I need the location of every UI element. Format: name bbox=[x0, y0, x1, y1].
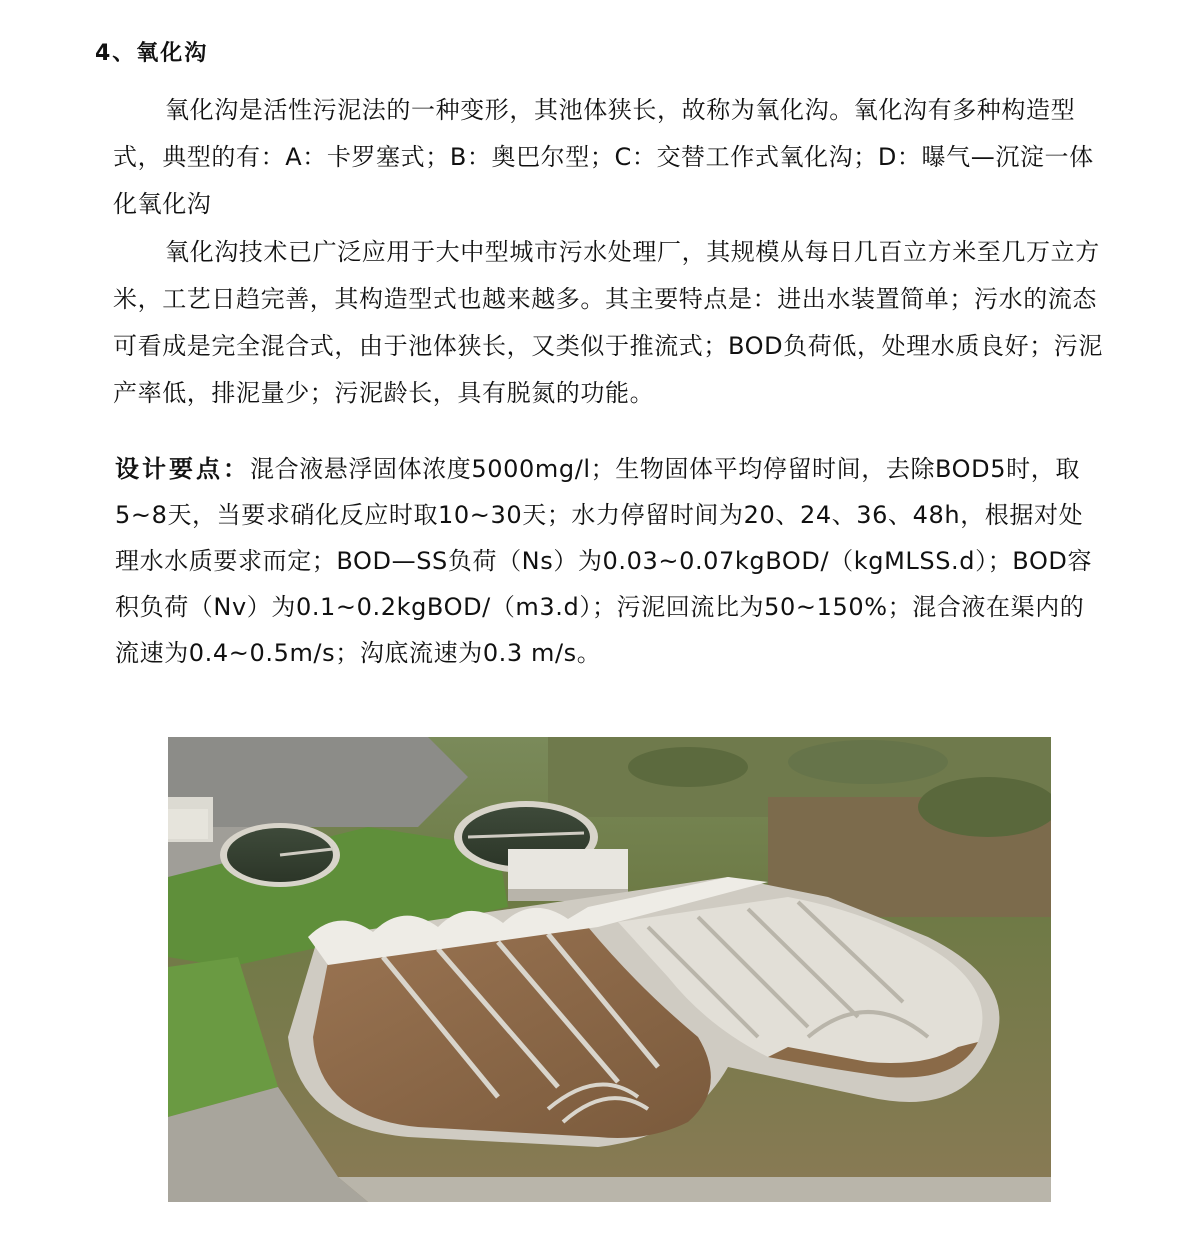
oxidation-ditch-aerial-photo bbox=[168, 737, 1051, 1202]
design-points-paragraph bbox=[115, 446, 1105, 676]
design-points-label: 设计要点： bbox=[115, 455, 250, 483]
intro-paragraph: 氧化沟是活性污泥法的一种变形，其池体狭长，故称为氧化沟。氧化沟有多种构造型式，典型的有：A：卡罗塞式；B：奥巴尔型；C：交替工作式氧化沟；D：曝气—沉淀一体化氧化沟 bbox=[113, 96, 1094, 218]
section-title: 4、氧化沟 bbox=[95, 41, 209, 66]
features-paragraph: 氧化沟技术已广泛应用于大中型城市污水处理厂，其规模从每日几百立方米至几万立方米，工艺日趋完善，其构造型式也越来越多。其主要特点是：进出水装置简单；污水的流态可看成是完全混合式，由于池体狭长，又类似于推流式；BOD负荷低，处理水质良好；污泥产率低，排泥量少；污泥龄长，具有脱氮的功能。 bbox=[113, 238, 1104, 407]
design-points-text: 混合液悬浮固体浓度5000mg/l；生物固体平均停留时间，去除BOD5时，取5~8天，当要求硝化反应时取10~30天；水力停留时间为20、24、36、48h，根据对处理水水质要求而定；BOD—SS负荷（Ns）为0.03~0.07kgBOD/（kgMLSS.d）；BOD容积负荷（Nv）为0.1~0.2kgBOD/（m3.d）；污泥回流比为50~150%；混合液在渠内的流速为0.4~0.5m/s；沟底流速为0.3 m/s。 bbox=[115, 455, 1093, 667]
